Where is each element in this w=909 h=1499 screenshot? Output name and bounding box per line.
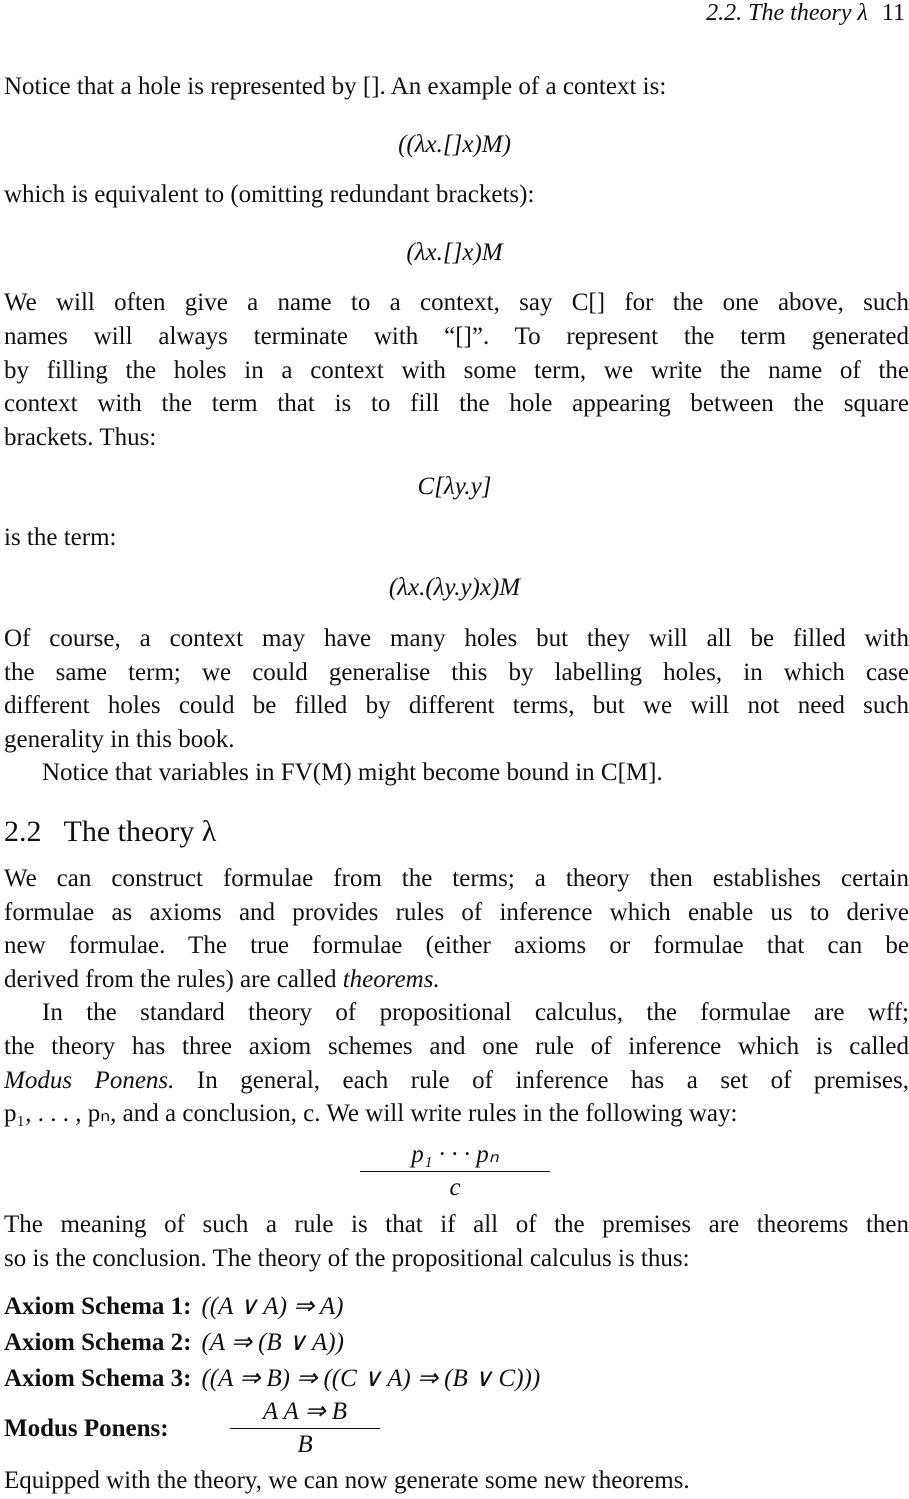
emphasis-theorems: theorems. bbox=[342, 966, 440, 993]
text-line: the theory has three axiom schemes and one rule of inference which is called bbox=[4, 1033, 909, 1060]
section-title: The theory λ bbox=[63, 815, 217, 848]
text-line: The meaning of such a rule is that if all of the premises are theorems then bbox=[4, 1211, 909, 1238]
page-number: 11 bbox=[881, 0, 905, 26]
text-line: brackets. Thus: bbox=[4, 424, 157, 451]
display-formula: C[λy.y] bbox=[417, 473, 492, 500]
text-line: which is equivalent to (omitting redundant brackets): bbox=[4, 181, 535, 208]
modus-ponens-label: Modus Ponens: bbox=[4, 1415, 169, 1442]
axiom-schema-3 bbox=[4, 1364, 540, 1394]
axiom-formula: ((A ⇒ B) ⇒ ((C ∨ A) ⇒ (B ∨ C))) bbox=[201, 1365, 541, 1392]
text-line: Of course, a context may have many holes but they will all be filled with bbox=[4, 625, 909, 652]
rule-conclusion: c bbox=[449, 1174, 461, 1201]
text-line: is the term: bbox=[4, 524, 117, 551]
text-line bbox=[4, 1066, 909, 1096]
text-line: generality in this book. bbox=[4, 726, 235, 753]
axiom-formula: (A ⇒ (B ∨ A)) bbox=[201, 1329, 344, 1356]
text-line: We can construct formulae from the terms; a theory then establishes certain bbox=[4, 865, 909, 892]
text-line: Notice that a hole is represented by []. An example of a context is: bbox=[4, 73, 667, 100]
rule-display bbox=[360, 1139, 550, 1202]
text-line: new formulae. The true formulae (either axioms or formulae that can be bbox=[4, 932, 909, 959]
text-line: context with the term that is to fill the hole appearing between the square bbox=[4, 390, 909, 417]
text-line: the same term; we could generalise this by labelling holes, in which case bbox=[4, 659, 909, 686]
axiom-formula: ((A ∨ A) ⇒ A) bbox=[201, 1293, 344, 1320]
text-line bbox=[4, 965, 909, 995]
axiom-schema-1 bbox=[4, 1292, 344, 1322]
modus-ponens-fraction bbox=[230, 1396, 380, 1459]
emphasis-modus-ponens: Modus Ponens. bbox=[4, 1067, 175, 1094]
text-line: Notice that variables in FV(M) might become bound in C[M]. bbox=[42, 759, 663, 786]
section-heading bbox=[4, 814, 216, 850]
text-span: derived from the rules) are called bbox=[4, 966, 337, 993]
text-line: different holes could be filled by different terms, but we will not need such bbox=[4, 692, 909, 719]
text-line: p₁, . . . , pₙ, and a conclusion, c. We will write rules in the following way: bbox=[4, 1100, 738, 1127]
text-line: In the standard theory of propositional calculus, the formulae are wff; bbox=[42, 999, 909, 1026]
section-number: 2.2 bbox=[4, 815, 42, 848]
axiom-schema-2 bbox=[4, 1328, 344, 1358]
rule-premises: p₁ · · · pₙ bbox=[360, 1139, 550, 1172]
display-formula: (λx.(λy.y)x)M bbox=[388, 574, 521, 601]
text-line: Equipped with the theory, we can now generate some new theorems. bbox=[4, 1467, 690, 1494]
text-line: so is the conclusion. The theory of the propositional calculus is thus: bbox=[4, 1245, 690, 1272]
text-line: formulae as axioms and provides rules of inference which enable us to derive bbox=[4, 899, 909, 926]
axiom-label: Axiom Schema 1: bbox=[4, 1293, 192, 1320]
display-formula: (λx.[]x)M bbox=[406, 239, 503, 266]
running-head-title: 2.2. The theory λ bbox=[706, 0, 868, 26]
text-span: In general, each rule of inference has a set of premises, bbox=[196, 1067, 909, 1094]
running-head bbox=[706, 0, 905, 27]
modus-ponens-premises: A A ⇒ B bbox=[230, 1396, 380, 1429]
text-line: We will often give a name to a context, say C[] for the one above, such bbox=[4, 289, 909, 316]
display-formula: ((λx.[]x)M) bbox=[398, 131, 511, 158]
modus-ponens-rule bbox=[4, 1414, 179, 1444]
text-line: names will always terminate with “[]”. To represent the term generated bbox=[4, 323, 909, 350]
modus-ponens-conclusion: B bbox=[297, 1431, 313, 1458]
text-line: by filling the holes in a context with some term, we write the name of the bbox=[4, 357, 909, 384]
axiom-label: Axiom Schema 2: bbox=[4, 1329, 192, 1356]
axiom-label: Axiom Schema 3: bbox=[4, 1365, 192, 1392]
